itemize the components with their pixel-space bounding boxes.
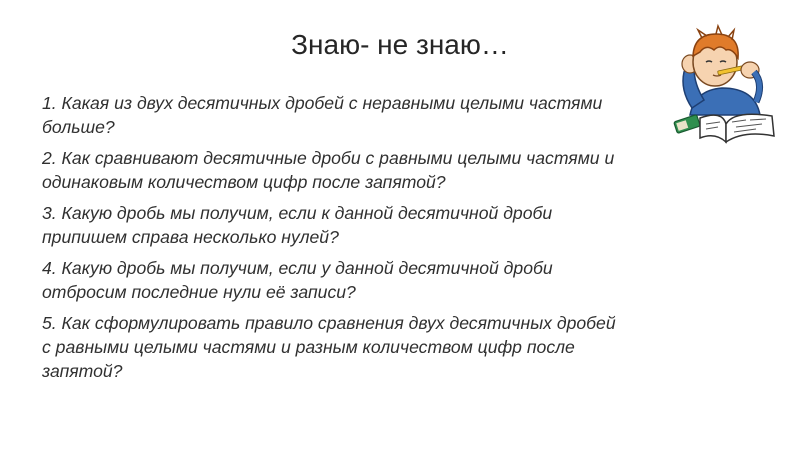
question-item: 3. Какую дробь мы получим, если к данной десятичной дроби припишем справа несколько нулей?	[42, 203, 553, 247]
slide-title: Знаю- не знаю…	[291, 29, 509, 60]
thinking-boy-with-book-icon	[660, 20, 785, 145]
question-item: 1. Какая из двух десятичных дробей с неравными целыми частями больше?	[42, 93, 603, 137]
question-item: 2. Как сравнивают десятичные дроби с равными целыми частями и одинаковым количеством цифр после запятой?	[42, 148, 615, 192]
question-item: 5. Как сформулировать правило сравнения двух десятичных дробей с равными целыми частями и разным количеством цифр после запятой?	[42, 313, 616, 381]
question-item: 4. Какую дробь мы получим, если у данной десятичной дроби отбросим последние нули её записи?	[42, 258, 553, 302]
question-list	[42, 91, 762, 390]
